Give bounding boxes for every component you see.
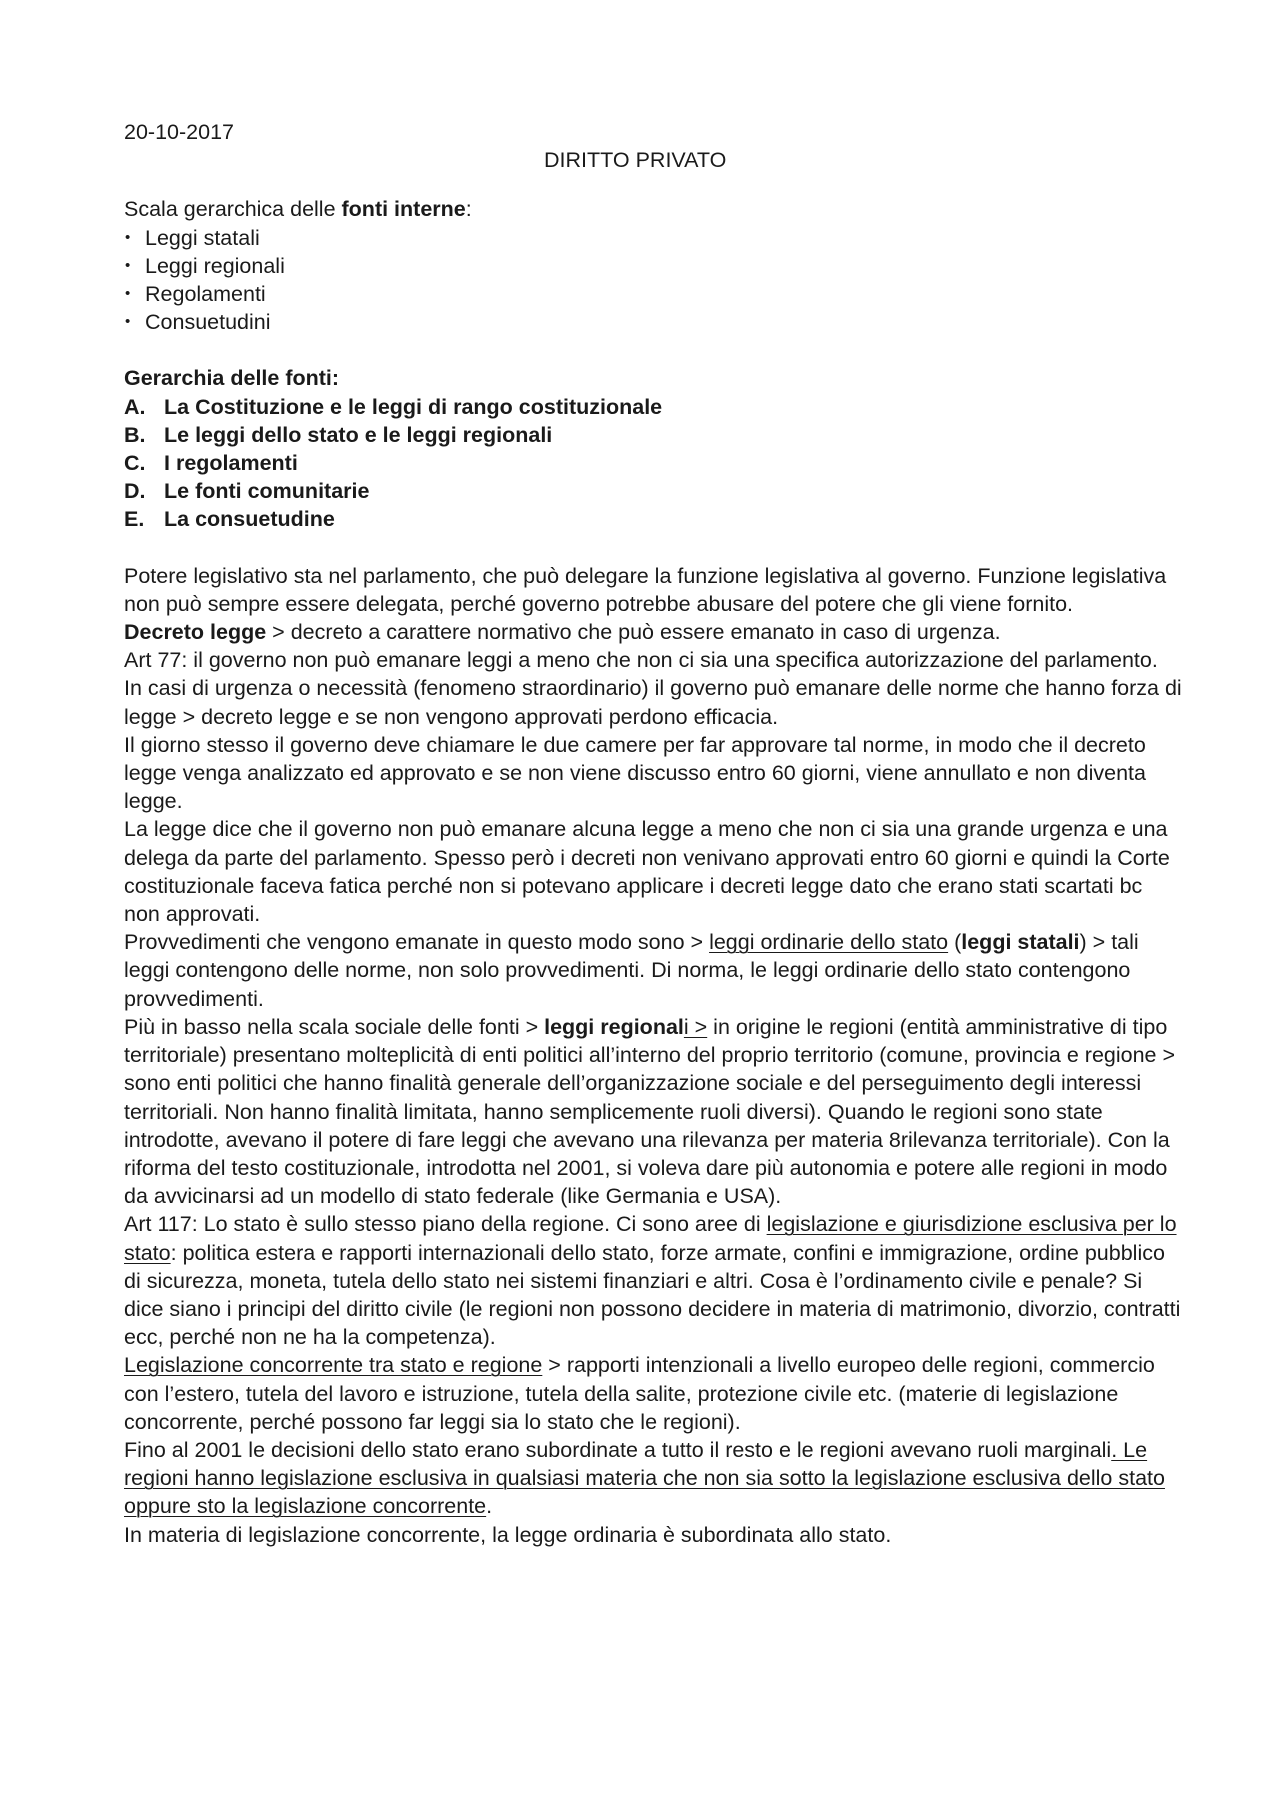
gerarchia-item [124, 449, 1184, 477]
gerarchia-item [124, 421, 1184, 449]
fonti-interne-intro [124, 195, 1184, 223]
paragraph-legge-dice: La legge dice che il governo non può emanare alcuna legge a meno che non ci sia una grande urgenza e una delega da parte del parlamento. Spesso però i decreti non venivano approvati entro 60 giorni e quindi la Corte costituzionale faceva fatica perché non si potevano applicare i decreti legge dato che erano stati scartati bc non approvati. [124, 817, 1170, 927]
fonti-interne-list [124, 224, 1184, 337]
paragraph-legislazione-concorrente: Legislazione concorrente tra stato e regione > rapporti intenzionali a livello europeo delle regioni, commercio con l’estero, tutela del lavoro e istruzione, tutela della salite, protezione civile etc. (materie di legislazione concorrente, perché possono far leggi sia lo stato che le regioni). [124, 1353, 1155, 1434]
paragraph-decreto-legge: Decreto legge > decreto a carattere normativo che può essere emanato in caso di urgenza. [124, 620, 1001, 645]
item-text: Le leggi dello stato e le leggi regionali [164, 422, 553, 447]
intro-text: Scala gerarchica delle [124, 197, 342, 222]
paragraph-materia-concorrente: In materia di legislazione concorrente, la legge ordinaria è subordinata allo stato. [124, 1522, 892, 1547]
item-letter: D. [124, 479, 146, 504]
paragraph-art-77: Art 77: il governo non può emanare leggi a meno che non ci sia una specifica autorizzazione del parlamento. [124, 648, 1158, 673]
intro-colon: : [465, 197, 472, 222]
document-date: 20-10-2017 [124, 120, 234, 144]
item-text: I regolamenti [164, 451, 298, 476]
bullet-item: • Regolamenti [124, 280, 1184, 308]
paragraph-giorno-stesso: Il giorno stesso il governo deve chiamare le due camere per far approvare tal norme, in modo che il decreto legge venga analizzato ed approvato e se non viene discusso entro 60 giorni, viene annullato e non diventa legge. [124, 732, 1146, 814]
paragraph-art-117: Art 117: Lo stato è sullo stesso piano della regione. Ci sono aree di legislazione e giurisdizione esclusiva per lo stato: politica estera e rapporti internazionali dello stato, forze armate, confini e immigrazione, ordine pubblico di sicurezza, moneta, tutela dello stato nei sistemi finanziari e altri. Cosa è l’ordinamento civile e penale? Si dice siano i principi del diritto civile (le regioni non possono decidere in materia di matrimonio, divorzio, contratti ecc, perché non ne ha la competenza). [124, 1212, 1181, 1350]
item-text: La consuetudine [164, 507, 335, 532]
gerarchia-list [124, 393, 1184, 534]
paragraph-casi-urgenza: In casi di urgenza o necessità (fenomeno straordinario) il governo può emanare delle norme che hanno forza di legge > decreto legge e se non vengono approvati perdono efficacia. [124, 676, 1182, 729]
paragraph-fino-al-2001: Fino al 2001 le decisioni dello stato erano subordinate a tutto il resto e le regioni avevano ruoli marginali. Le regioni hanno legislazione esclusiva in qualsiasi materia che non sia sotto la legislazione esclusiva dello stato oppure sto la legislazione concorrente. [124, 1437, 1165, 1519]
paragraph-provvedimenti: Provvedimenti che vengono emanate in questo modo sono > leggi ordinarie dello stato (leggi statali) > tali leggi contengono delle norme, non solo provvedimenti. Di norma, le leggi ordinarie dello stato contengono provvedimenti. [124, 930, 1139, 1011]
document-content [124, 118, 1184, 1549]
item-letter: C. [124, 451, 146, 476]
gerarchia-item [124, 477, 1184, 505]
paragraph-potere-legislativo: Potere legislativo sta nel parlamento, che può delegare la funzione legislativa al governo. Funzione legislativa non può sempre essere delegata, perché governo potrebbe abusare del potere che gli viene fornito. [124, 563, 1167, 616]
bullet-item: • Consuetudini [124, 308, 1184, 336]
gerarchia-item [124, 505, 1184, 533]
item-text: La Costituzione e le leggi di rango costituzionale [164, 394, 663, 419]
bullet-item: • Leggi statali [124, 224, 1184, 252]
intro-bold-text: fonti interne [341, 197, 466, 222]
bullet-item: • Leggi regionali [124, 252, 1184, 280]
item-letter: A. [124, 394, 146, 419]
paragraph-leggi-regionali: Più in basso nella scala sociale delle fonti > leggi regionali > in origine le regioni (entità amministrative di tipo territoriale) presentano molteplicità di enti politici all’interno del proprio territorio (comune, provincia e regione > sono enti politici che hanno finalità generale dell’organizzazione sociale e del perseguimento degli interessi territoriali. Non hanno finalità limitata, hanno semplicemente ruoli diversi). Quando le regioni sono state introdotte, avevano il potere di fare leggi che avevano una rilevanza per materia 8rilevanza territoriale). Con la riforma del testo costituzionale, introdotta nel 2001, si voleva dare più autonomia e potere alle regioni in modo da avvicinarsi ad un modello di stato federale (like Germania e USA). [124, 1014, 1176, 1209]
item-text: Le fonti comunitarie [164, 479, 370, 504]
item-letter: B. [124, 422, 146, 447]
document-title: DIRITTO PRIVATO [544, 148, 727, 173]
gerarchia-heading: Gerarchia delle fonti: [124, 366, 340, 391]
gerarchia-item [124, 393, 1184, 421]
item-letter: E. [124, 507, 145, 532]
